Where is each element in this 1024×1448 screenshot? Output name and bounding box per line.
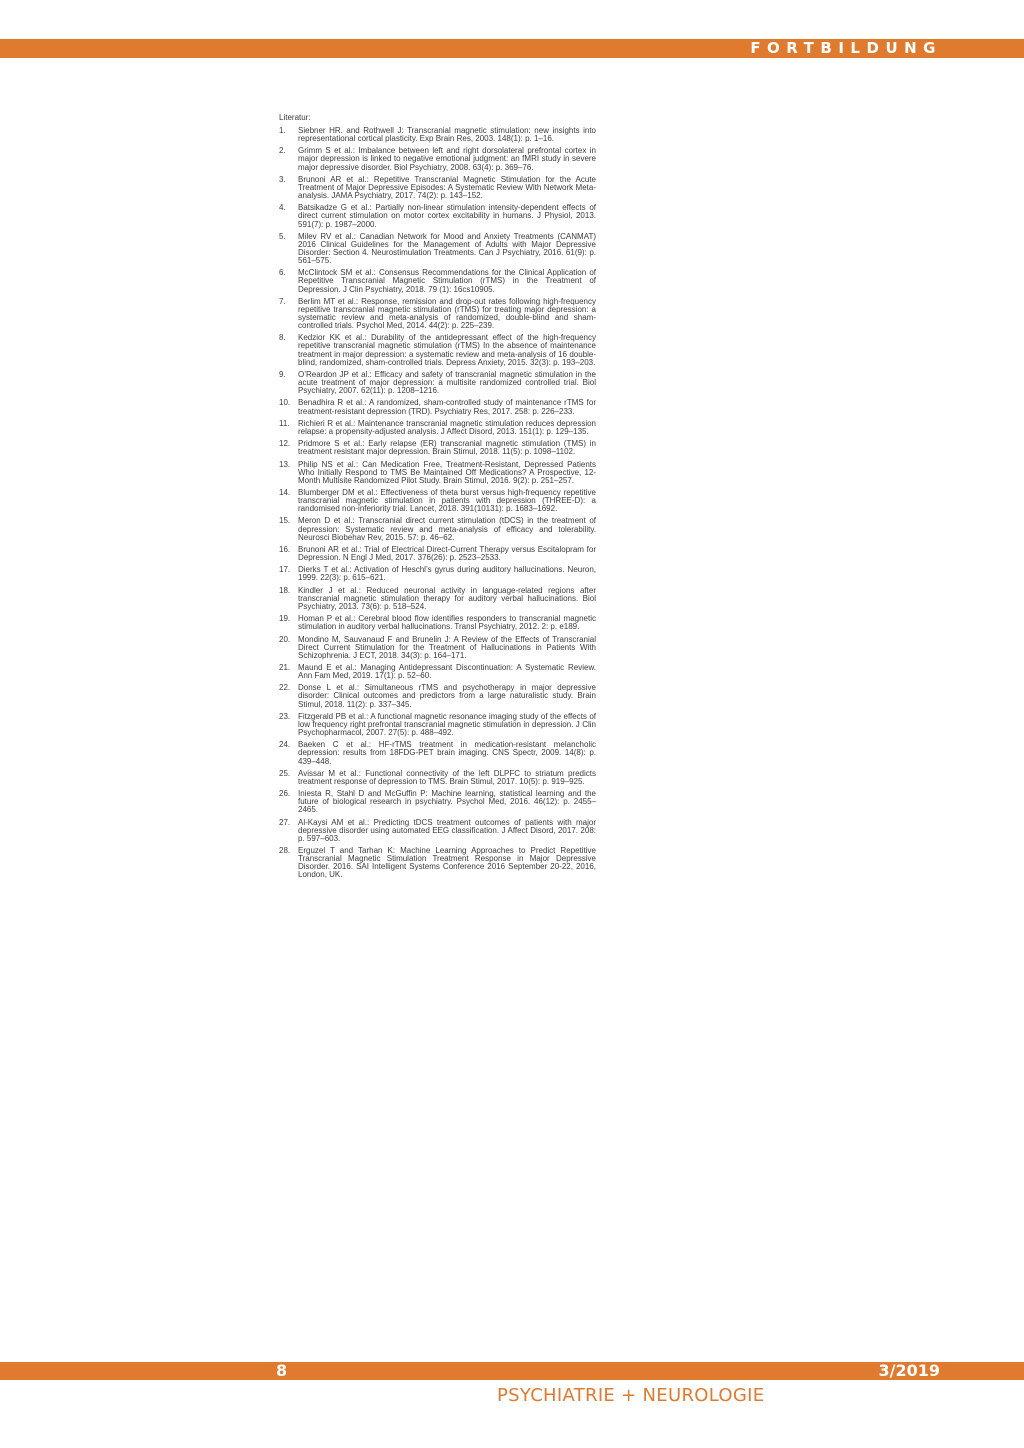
reference-item [279,664,596,680]
reference-number: 6. [279,268,286,278]
journal-title: PSYCHIATRIE + NEUROLOGIE [497,1385,765,1406]
page-number: 8 [276,1361,288,1380]
reference-number: 25. [279,768,291,778]
reference-number: 8. [279,333,286,343]
reference-item [279,440,596,456]
section-header-band [0,39,1024,58]
reference-item [279,587,596,611]
reference-text: Kedzior KK et al.: Durability of the antidepressant effect of the high-frequency repetitive transcranial magnetic stimulation (rTMS) In the absence of maintenance treatment in major depression: a systematic review and meta-analysis of 16 double-blind, randomized, sham-controlled trials. Depress Anxiety, 2015. 32(3): p. 193–203. [298,333,596,367]
reference-item [279,371,596,395]
reference-number: 14. [279,488,291,497]
reference-text: Berlim MT et al.: Response, remission and drop-out rates following high-frequency repetitive transcranial magnetic stimulation (rTMS) for treating major depression: a systematic review and meta-analysis of randomized, double-blind and sham-controlled trials. Psychol Med, 2014. 44(2): p. 225–239. [298,296,596,331]
reference-number: 28. [279,846,291,856]
reference-item [279,420,596,436]
reference-text: Milev RV et al.: Canadian Network for Mood and Anxiety Treatments (CANMAT) 2016 Clinical Guidelines for the Management of Adults with Major Depressive Disorder: Section 4. Neurostimulation Treatments. Can J Psychiatry, 2016. 61(9): p. 561–575. [298,231,596,266]
reference-text: Erguzel T and Tarhan K: Machine Learning Approaches to Predict Repetitive Transcranial Magnetic Stimulation Treatment Response in Major Depressive Disorder. 2016. SAI Intelligent Systems Conference 2016 September 20-22, 2016, London, UK. [298,846,596,880]
reference-number: 22. [279,683,291,693]
reference-number: 17. [279,565,291,575]
reference-text: Homan P et al.: Cerebral blood flow identifies responders to transcranial magnetic stimulation in auditory verbal hallucinations. Transl Psychiatry, 2012. 2: p. e189. [298,614,596,632]
reference-number: 5. [279,231,286,241]
reference-number: 1. [279,126,286,135]
reference-item [279,566,596,582]
reference-text: Al-Kaysi AM et al.: Predicting tDCS treatment outcomes of patients with major depressive disorder using automated EEG classification. J Affect Disord, 2017. 208: p. 597–603. [298,817,596,843]
reference-text: Donse L et al.: Simultaneous rTMS and psychotherapy in major depressive disorder: Clinical outcomes and predictors from a large naturalistic study. Brain Stimul, 2018. 11(2): p. 337–345. [298,683,596,709]
reference-item [279,819,596,843]
reference-number: 3. [279,174,286,184]
reference-number: 18. [279,585,291,595]
reference-item [279,770,596,786]
reference-text: Blumberger DM et al.: Effectiveness of theta burst versus high-frequency repetitive transcranial magnetic stimulation in patients with depression (THREE-D): a randomised non-inferiority trial. Lancet, 2018. 391(10131): p. 1683–1692. [298,488,596,514]
reference-number: 23. [279,711,291,721]
reference-number: 19. [279,614,291,624]
reference-number: 4. [279,203,286,213]
reference-number: 7. [279,296,286,306]
literature-heading: Literatur: [279,113,311,122]
reference-text: Brunoni AR et al.: Repetitive Transcranial Magnetic Stimulation for the Acute Treatment of Major Depressive Episodes: A Systematic Review With Network Meta-analysis. JAMA Psychiatry, 2017. 74(2): p. 143–152. [298,174,596,201]
reference-item [279,546,596,562]
reference-text: Mondino M, Sauvanaud F and Brunelin J: A Review of the Effects of Transcranial Direct Current Stimulation for the Treatment of Hallucinations in Patients With Schizophrenia. J ECT, 2018. 34(3): p. 164–171. [298,634,596,660]
reference-item [279,461,596,485]
reference-text: Philip NS et al.: Can Medication Free, Treatment-Resistant, Depressed Patients Who Initially Respond to TMS Be Maintained Off Medications? A Prospective, 12-Month Multisite Randomized Pilot Study. Brain Stimul, 2016. 9(2): p. 251–257. [298,459,596,485]
reference-text: Dierks T et al.: Activation of Heschl’s gyrus during auditory hallucinations. Neuron, 1999. 22(3): p. 615–621. [298,565,596,583]
reference-item [279,334,596,366]
reference-number: 26. [279,789,291,799]
reference-number: 12. [279,439,291,449]
reference-number: 20. [279,634,291,644]
reference-item [279,713,596,737]
reference-item [279,684,596,708]
reference-item [279,176,596,200]
reference-number: 2. [279,146,286,156]
reference-item [279,269,596,293]
reference-item [279,127,596,143]
reference-text: Pridmore S et al.: Early relapse (ER) transcranial magnetic stimulation (TMS) in treatment resistant major depression. Brain Stimul, 2018. 11(5): p. 1098–1102. [298,439,596,457]
reference-number: 21. [279,663,291,672]
literature-section [279,113,596,884]
reference-text: Baeken C et al.: HF-rTMS treatment in medication-resistant melancholic depression: results from 18FDG-PET brain imaging. CNS Spectr, 2009. 14(8): p. 439–448. [298,740,596,766]
section-label: FORTBILDUNG [750,39,942,57]
reference-text: McClintock SM et al.: Consensus Recommendations for the Clinical Application of Repetitive Transcranial Magnetic Stimulation (rTMS) in the Treatment of Depression. J Clin Psychiatry, 2018. 79 (1): 16cs10905. [298,268,596,294]
reference-text: Maund E et al.: Managing Antidepressant Discontinuation: A Systematic Review. Ann Fam Med, 2019. 17(1): p. 52–60. [298,663,596,681]
reference-number: 11. [279,418,290,428]
reference-item [279,847,596,879]
reference-item [279,615,596,631]
reference-item [279,399,596,415]
reference-item [279,741,596,765]
reference-number: 27. [279,817,291,827]
footer-band [0,1362,1024,1380]
reference-text: Siebner HR. and Rothwell J: Transcranial magnetic stimulation: new insights into representational cortical plasticity. Exp Brain Res, 2003. 148(1): p. 1–16. [298,126,596,144]
reference-text: Kindler J et al.: Reduced neuronal activity in language-related regions after transcranial magnetic stimulation therapy for auditory verbal hallucinations. Biol Psychiatry, 2013. 73(6): p. 518–524. [298,585,596,611]
reference-item [279,790,596,814]
reference-item [279,489,596,513]
reference-item [279,233,596,265]
reference-text: Benadhira R et al.: A randomized, sham-controlled study of maintenance rTMS for treatment-resistant depression (TRD). Psychiatry Res, 2017. 258: p. 226–233. [298,398,596,416]
reference-text: O’Reardon JP et al.: Efficacy and safety of transcranial magnetic stimulation in the acute treatment of major depression: a multisite randomized controlled trial. Biol Psychiatry, 2007. 62(11): p. 1208–1216. [298,369,596,396]
reference-number: 15. [279,516,291,526]
reference-text: Fitzgerald PB et al.: A functional magnetic resonance imaging study of the effects of low frequency right prefrontal transcranial magnetic stimulation in depression. J Clin Psychopharmacol, 2007. 27(5): p. 488–492. [298,711,596,738]
reference-text: Brunoni AR et al.: Trial of Electrical Direct-Current Therapy versus Escitalopram for Depression. N Engl J Med, 2017. 376(26): p. 2523–2533. [298,544,596,563]
reference-number: 24. [279,740,291,750]
reference-item [279,147,596,171]
reference-number: 9. [279,369,286,379]
reference-item [279,204,596,228]
reference-text: Avissar M et al.: Functional connectivity of the left DLPFC to striatum predicts treatment response of depression to TMS. Brain Stimul, 2017. 10(5): p. 919–925. [298,768,596,786]
reference-text: Batsikadze G et al.: Partially non-linear stimulation intensity-dependent effects of direct current stimulation on motor cortex excitability in humans. J Physiol, 2013. 591(7): p. 1987–2000. [298,203,596,229]
reference-item [279,298,596,330]
reference-number: 13. [279,459,291,469]
reference-number: 10. [279,398,291,408]
issue-number: 3/2019 [878,1361,940,1380]
reference-text: Richieri R et al.: Maintenance transcranial magnetic stimulation reduces depression relapse: a propensity-adjusted analysis. J Affect Disord, 2013. 151(1): p. 129–135. [298,418,596,436]
reference-item [279,517,596,541]
reference-text: Meron D et al.: Transcranial direct current stimulation (tDCS) in the treatment of depression: Systematic review and meta-analysis of efficacy and tolerability. Neurosci Biobehav Rev, 2015. 57: p. 46–62. [298,516,596,542]
reference-number: 16. [279,544,291,554]
reference-text: Grimm S et al.: Imbalance between left and right dorsolateral prefrontal cortex in major depression is linked to negative emotional judgment: an fMRI study in severe major depressive disorder. Biol Psychiatry, 2008. 63(4): p. 369–76. [298,146,596,172]
reference-list [279,127,596,879]
reference-text: Iniesta R, Stahl D and McGuffin P: Machine learning, statistical learning and the future of biological research in psychiatry. Psychol Med, 2016. 46(12): p. 2455–2465. [298,789,596,815]
reference-item [279,636,596,660]
